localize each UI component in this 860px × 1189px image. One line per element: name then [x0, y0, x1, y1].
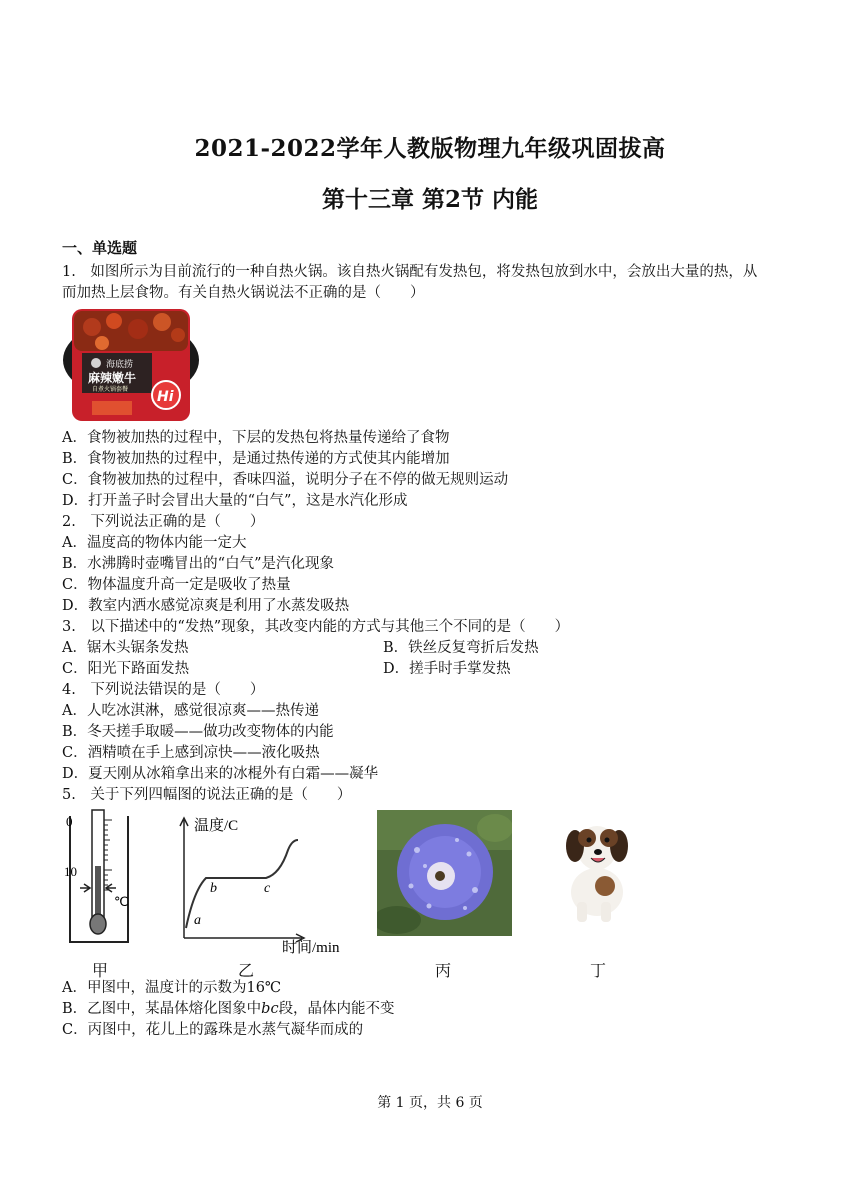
q5-stem: 5. 关于下列四幅图的说法正确的是（ ） [62, 787, 352, 803]
graph-point-c: c [264, 881, 271, 896]
q1-stem-line2: 而加热上层食物。有关自热火锅说法不正确的是（ ） [62, 285, 425, 301]
q2-option-d: D．教室内洒水感觉凉爽是利用了水蒸发吸热 [62, 598, 350, 614]
q3-stem: 3. 以下描述中的“发热”现象，其改变内能的方式与其他三个不同的是（ ） [62, 619, 570, 635]
melting-graph-figure [172, 810, 362, 955]
q5-option-b-post: 段，晶体内能不变 [278, 1001, 395, 1017]
hotpot-sub: 自煮火锅套餐 [92, 386, 129, 393]
q3-option-a: A．锯木头锯条发热 [62, 640, 189, 656]
hotpot-product: 麻辣嫩牛 [88, 371, 137, 385]
chapter-subtitle: 第十三章 第2节 内能 [321, 186, 539, 213]
thermometer-zero-label: 0 [66, 814, 73, 829]
thermometer-unit: ℃ [114, 894, 129, 909]
q5-option-b-segment: bc [261, 1001, 279, 1017]
graph-point-b: b [210, 881, 217, 896]
page-footer: 第 1 页，共 6 页 [377, 1095, 483, 1111]
q2-stem: 2. 下列说法正确的是（ ） [62, 514, 265, 530]
hotpot-logo: Hi [157, 389, 174, 405]
thermometer-figure [62, 806, 152, 946]
graph-y-label: 温度/C [194, 818, 239, 834]
section-heading: 一、单选题 [62, 239, 138, 257]
caption-jia: 甲 [92, 961, 109, 980]
q1-option-a: A．食物被加热的过程中，下层的发热包将热量传递给了食物 [62, 430, 450, 446]
hotpot-image [62, 305, 200, 425]
caption-bing: 丙 [435, 961, 452, 980]
thermometer-ten-label: 10 [64, 864, 77, 879]
q1-option-b: B．食物被加热的过程中，是通过热传递的方式使其内能增加 [62, 451, 450, 467]
q4-option-c: C．酒精喷在手上感到凉快——液化吸热 [62, 745, 320, 761]
document-title: 2021-2022学年人教版物理九年级巩固拔高 [194, 135, 666, 162]
q5-option-b [62, 999, 395, 1019]
q4-stem: 4. 下列说法错误的是（ ） [62, 682, 265, 698]
q2-option-a: A．温度高的物体内能一定大 [62, 535, 247, 551]
hotpot-brand: 海底捞 [106, 360, 134, 370]
graph-x-label: 时间/min [282, 940, 340, 955]
q3-option-b: B．铁丝反复弯折后发热 [383, 640, 539, 656]
q1-stem-line1: 1. 如图所示为目前流行的一种自热火锅。该自热火锅配有发热包，将发热包放到水中，会放出大量的热，从 [62, 264, 758, 280]
q1-option-c: C．食物被加热的过程中，香味四溢，说明分子在不停的做无规则运动 [62, 472, 509, 488]
caption-ding: 丁 [590, 961, 607, 980]
q3-option-c: C．阳光下路面发热 [62, 661, 190, 677]
graph-point-a: a [194, 913, 201, 928]
q4-option-b: B．冬天搓手取暖——做功改变物体的内能 [62, 724, 334, 740]
q1-option-d: D．打开盖子时会冒出大量的“白气”，这是水汽化形成 [62, 493, 408, 509]
q3-option-d: D．搓手时手掌发热 [383, 661, 511, 677]
q2-option-c: C．物体温度升高一定是吸收了热量 [62, 577, 291, 593]
q5-option-c: C．丙图中，花儿上的露珠是水蒸气凝华而成的 [62, 1022, 364, 1038]
dog-photo [555, 816, 637, 924]
flower-photo [377, 810, 512, 936]
q2-option-b: B．水沸腾时壶嘴冒出的“白气”是汽化现象 [62, 556, 334, 572]
q4-option-d: D．夏天刚从冰箱拿出来的冰棍外有白霜——凝华 [62, 766, 379, 782]
caption-yi: 乙 [238, 961, 255, 980]
q4-option-a: A．人吃冰淇淋，感觉很凉爽——热传递 [62, 703, 319, 719]
q5-option-a: A．甲图中，温度计的示数为16℃ [62, 980, 282, 996]
q5-option-b-pre: B．乙图中，某晶体熔化图象中 [62, 1001, 262, 1017]
